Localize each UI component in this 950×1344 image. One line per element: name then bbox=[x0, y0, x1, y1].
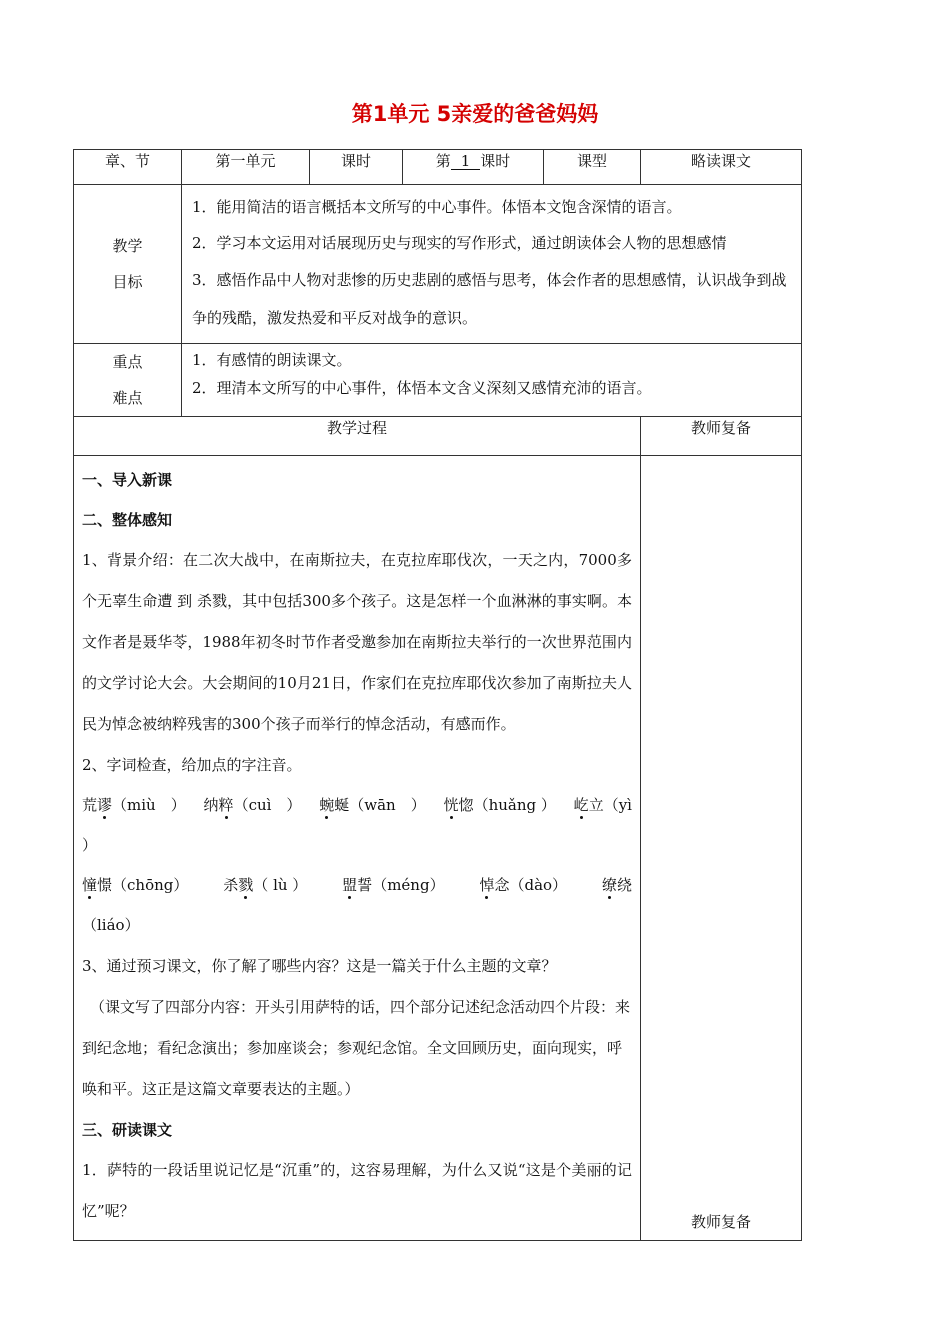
period-suffix: 课时 bbox=[480, 152, 511, 170]
header-row bbox=[74, 150, 802, 185]
period-number: 1 bbox=[451, 153, 481, 170]
lesson-plan-table bbox=[73, 149, 802, 1241]
type-value: 略读课文 bbox=[641, 150, 802, 185]
pinyin-item: 悼念（dào） bbox=[479, 876, 568, 894]
pinyin-tail: （liáo） bbox=[82, 916, 140, 934]
review-label: 教师复备 bbox=[690, 1213, 751, 1231]
background-paragraph: 1、背景介绍：在二次大战中，在南斯拉夫，在克拉库耶伐次，一天之内，7000多个无辜生命遭 到 杀戮，其中包括300多个孩子。这是怎样一个血淋淋的事实啊。本文作者是聂华苓，1988年初冬时节作者受邀参加在南斯拉夫举行的一次世界范围内的文学讨论大会。大会期间的10月21日，作家们在克拉库耶伐次参加了南斯拉夫人民为悼念被纳粹残害的300个孩子而举行的悼念活动，有感而作。 bbox=[82, 551, 632, 733]
pinyin-item: 屹立（yì bbox=[573, 796, 632, 814]
objectives-row bbox=[74, 185, 802, 344]
pinyin-item: 杀戮（ lù ） bbox=[223, 876, 308, 894]
section-heading: 二、整体感知 bbox=[82, 511, 173, 529]
objective-item: 3．感悟作品中人物对悲惨的历史悲剧的感悟与思考，体会作者的思想感情，认识战争到战争的残酷，激发热爱和平反对战争的意识。 bbox=[192, 271, 787, 327]
question-3: 3、通过预习课文，你了解了哪些内容？这是一篇关于什么主题的文章？ bbox=[82, 957, 557, 975]
pinyin-item: 蜿蜒（wān ） bbox=[319, 796, 426, 814]
objective-item: 1．能用简洁的语言概括本文所写的中心事件。体悟本文饱含深情的语言。 bbox=[192, 198, 682, 216]
pinyin-item: 纳粹（cuì ） bbox=[203, 796, 302, 814]
pinyin-item: 缭绕 bbox=[601, 876, 632, 894]
period-label: 课时 bbox=[310, 150, 403, 185]
review-column bbox=[641, 456, 802, 1241]
process-header: 教学过程 bbox=[74, 417, 641, 456]
process-header-row bbox=[74, 417, 802, 456]
objectives-label: 教学 目标 bbox=[74, 185, 182, 344]
pinyin-item: 荒谬（miù ） bbox=[82, 796, 186, 814]
answer-3: （课文写了四部分内容：开头引用萨特的话，四个部分记述纪念活动四个片段：来到纪念地；看纪念演出；参加座谈会；参观纪念馆。全文回顾历史，面向现实，呼唤和平。这正是这篇文章要表达的主题。） bbox=[82, 998, 631, 1098]
focus-label: 重点 难点 bbox=[74, 344, 182, 417]
type-label: 课型 bbox=[544, 150, 641, 185]
word-check-prompt: 2、字词检查，给加点的字注音。 bbox=[82, 756, 302, 774]
question-reading-1: 1．萨特的一段话里说记忆是“沉重”的，这容易理解，为什么又说“这是个美丽的记忆”呢？ bbox=[82, 1161, 632, 1220]
pinyin-row bbox=[82, 866, 632, 905]
period-prefix: 第 bbox=[435, 152, 451, 170]
focus-item: 1．有感情的朗读课文。 bbox=[192, 351, 352, 369]
objective-item: 2．学习本文运用对话展现历史与现实的写作形式，通过朗读体会人物的思想感情 bbox=[192, 234, 727, 252]
focus-row bbox=[74, 344, 802, 417]
chapter-label: 章、节 bbox=[74, 150, 182, 185]
focus-item: 2．理清本文所写的中心事件，体悟本文含义深刻又感情充沛的语言。 bbox=[192, 379, 652, 397]
review-header: 教师复备 bbox=[641, 417, 802, 456]
objectives-list bbox=[182, 185, 802, 344]
period-value bbox=[403, 150, 544, 185]
pinyin-tail: ） bbox=[82, 836, 98, 854]
chapter-value: 第一单元 bbox=[182, 150, 310, 185]
pinyin-row bbox=[82, 786, 632, 825]
pinyin-item: 恍惚（huǎng ） bbox=[443, 796, 556, 814]
process-row bbox=[74, 456, 802, 1241]
process-content bbox=[74, 456, 641, 1241]
pinyin-item: 憧憬（chōng） bbox=[82, 876, 189, 894]
section-heading: 三、研读课文 bbox=[82, 1121, 173, 1139]
page-title: 第1单元 5亲爱的爸爸妈妈 bbox=[351, 102, 599, 126]
section-heading: 一、导入新课 bbox=[82, 471, 173, 489]
focus-list bbox=[182, 344, 802, 417]
pinyin-item: 盟誓（méng） bbox=[342, 876, 445, 894]
